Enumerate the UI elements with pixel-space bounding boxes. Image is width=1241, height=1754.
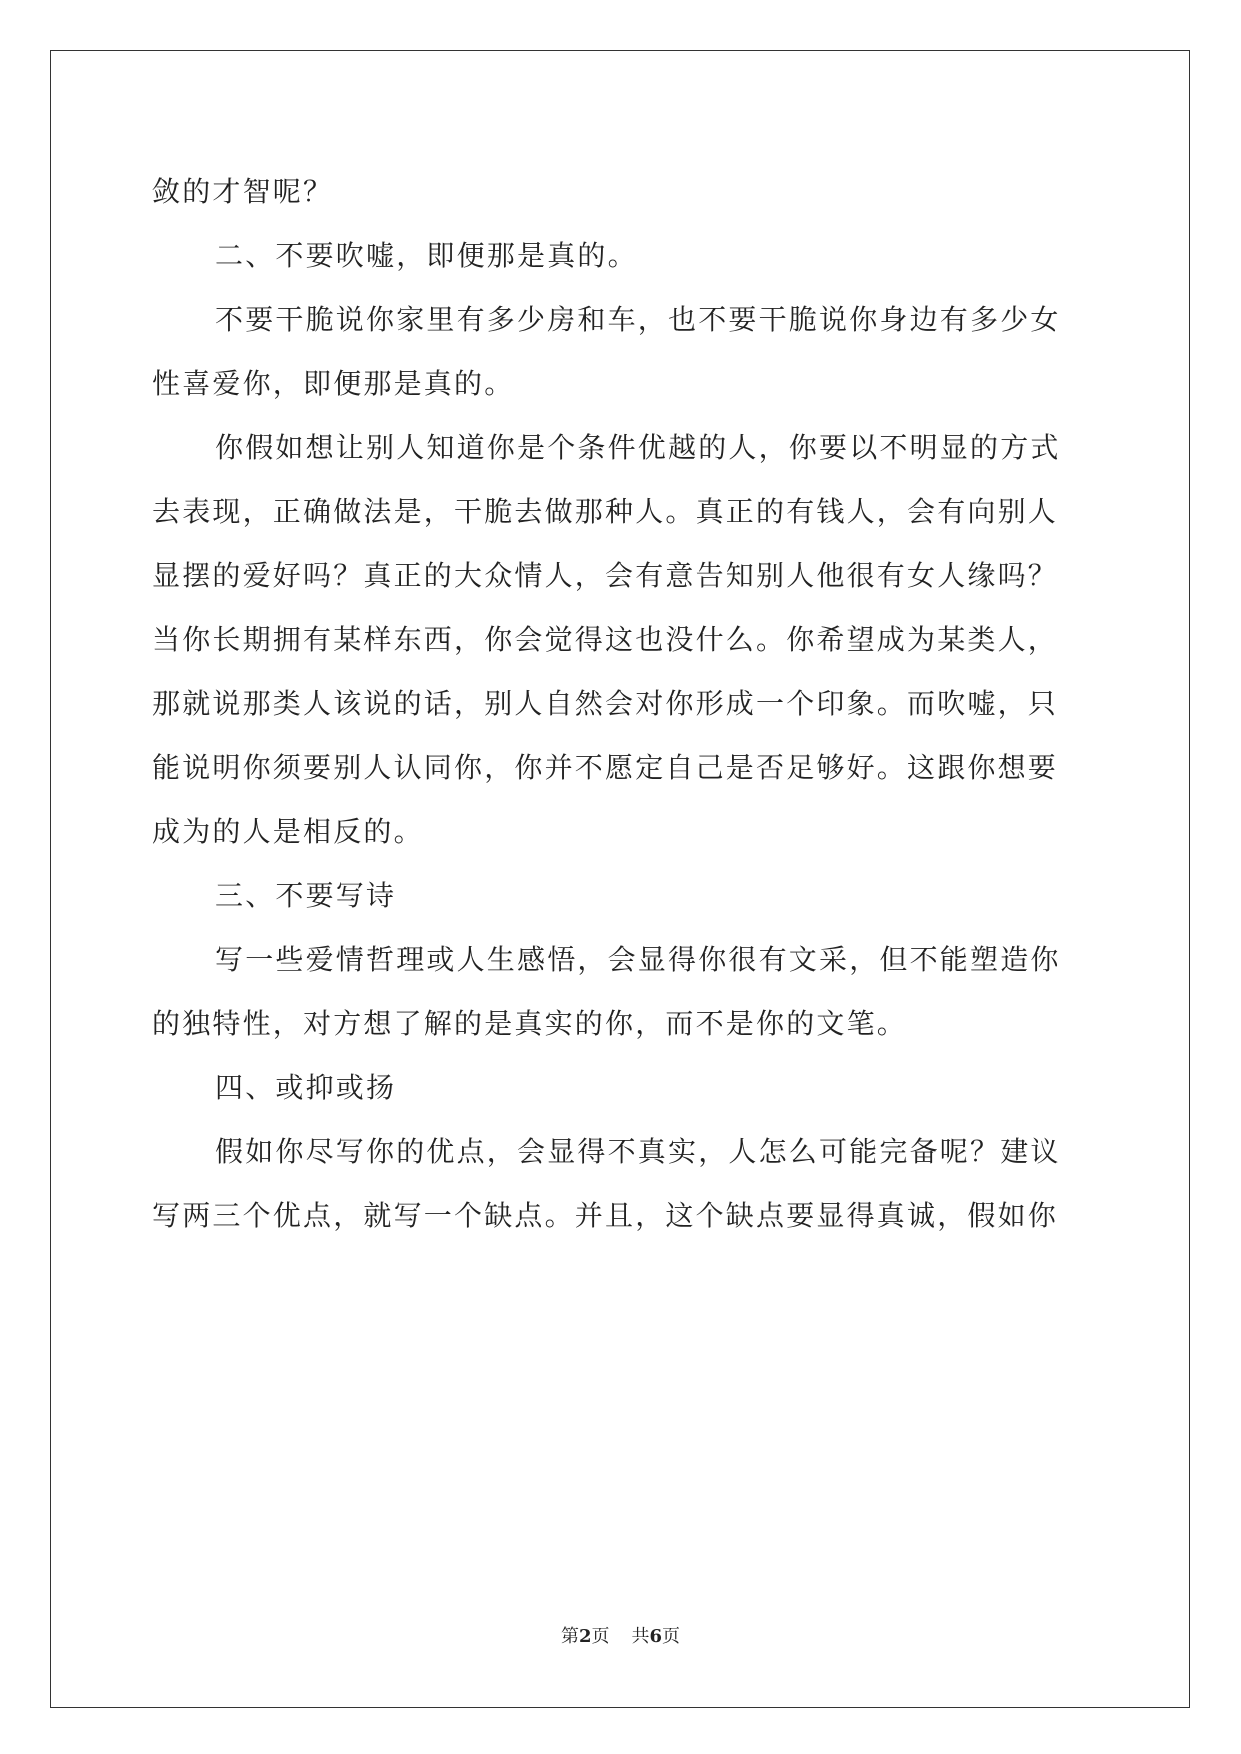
text-line: 显摆的爱好吗？真正的大众情人，会有意告知别人他很有女人缘吗？ <box>152 559 1059 592</box>
text-line: 假如你尽写你的优点，会显得不真实，人怎么可能完备呢？建议 <box>215 1135 1061 1168</box>
total-suffix: 页 <box>662 1626 681 1647</box>
heading-line: 三、不要写诗 <box>215 879 397 912</box>
heading-line: 四、或抑或扬 <box>215 1071 397 1104</box>
text-line: 当你长期拥有某样东西，你会觉得这也没什么。你希望成为某类人， <box>152 623 1059 656</box>
page-number: 2 <box>578 1626 592 1647</box>
heading-line: 二、不要吹嘘，即便那是真的。 <box>215 239 638 272</box>
text-line: 你假如想让别人知道你是个条件优越的人，你要以不明显的方式 <box>215 431 1061 464</box>
text-line: 写一些爱情哲理或人生感悟，会显得你很有文采，但不能塑造你 <box>215 943 1061 976</box>
text-line: 的独特性，对方想了解的是真实的你，而不是你的文笔。 <box>152 1007 908 1040</box>
text-line: 能说明你须要别人认同你，你并不愿定自己是否足够好。这跟你想要 <box>152 751 1059 784</box>
total-pages: 6 <box>649 1626 663 1647</box>
text-line: 敛的才智呢？ <box>152 175 334 208</box>
page-suffix: 页 <box>591 1626 610 1647</box>
text-line: 去表现，正确做法是，干脆去做那种人。真正的有钱人，会有向别人 <box>152 495 1059 528</box>
text-line: 不要干脆说你家里有多少房和车，也不要干脆说你身边有多少女 <box>215 303 1061 336</box>
text-line: 性喜爱你，即便那是真的。 <box>152 367 515 400</box>
text-line: 写两三个优点，就写一个缺点。并且，这个缺点要显得真诚，假如你 <box>152 1199 1059 1232</box>
total-prefix: 共 <box>631 1626 650 1647</box>
page-footer <box>0 1622 1241 1648</box>
document-body <box>152 160 1088 1248</box>
page-prefix: 第 <box>560 1626 579 1647</box>
text-line: 成为的人是相反的。 <box>152 815 424 848</box>
text-line: 那就说那类人该说的话，别人自然会对你形成一个印象。而吹嘘，只 <box>152 687 1059 720</box>
